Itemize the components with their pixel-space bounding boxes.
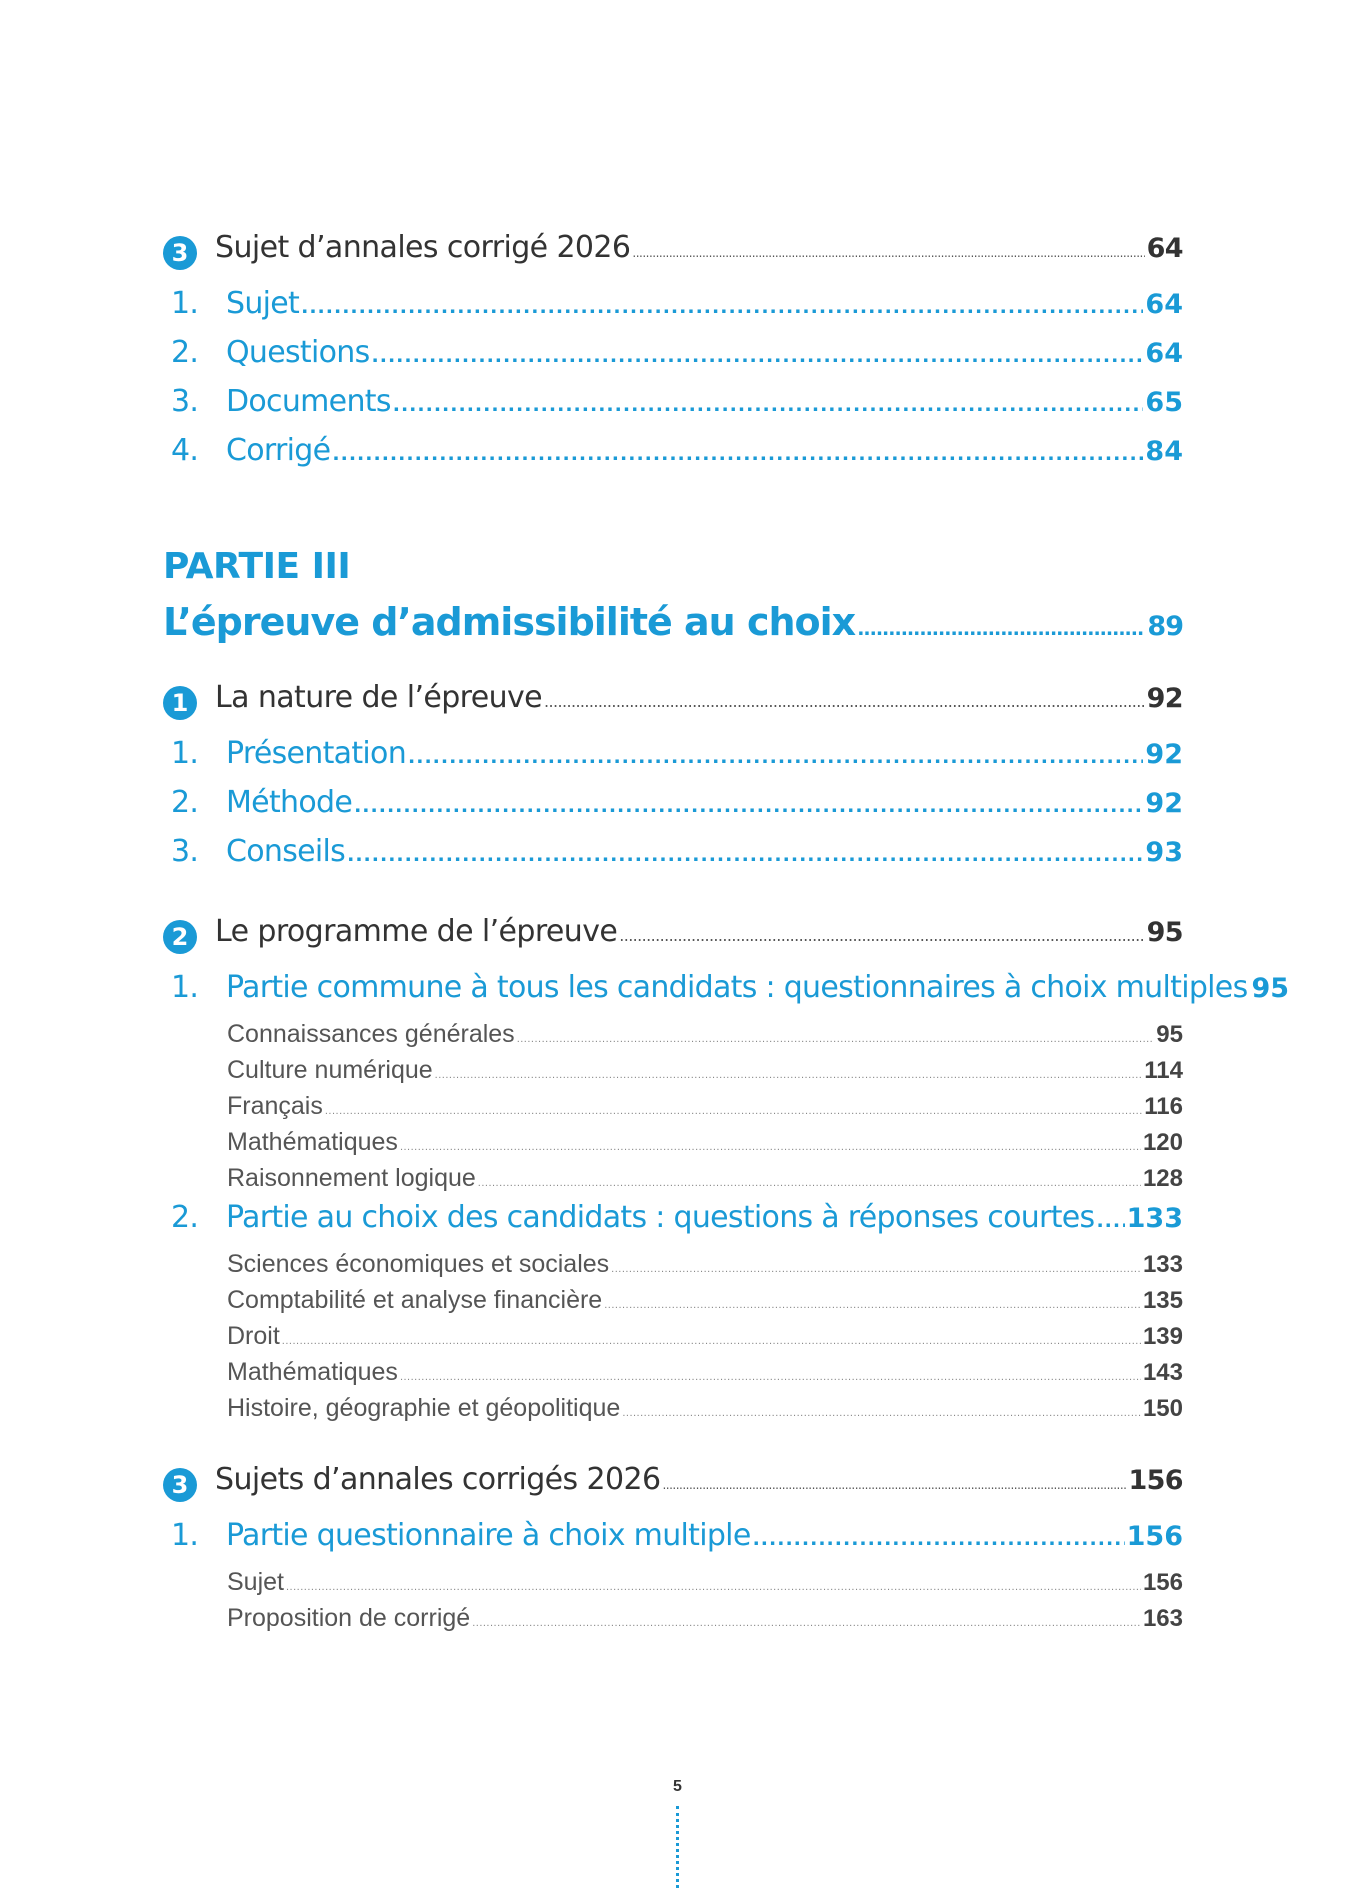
toc-subitem[interactable] bbox=[163, 1056, 1183, 1085]
item-number: 4. bbox=[171, 433, 199, 468]
page-ref: 139 bbox=[1142, 1323, 1183, 1350]
toc-item-conseils[interactable] bbox=[163, 834, 1183, 869]
section-title: La nature de l’épreuve bbox=[215, 680, 543, 715]
subitem-label: Histoire, géographie et géopolitique bbox=[227, 1394, 621, 1422]
page-ref: 156 bbox=[1126, 1521, 1183, 1552]
toc-subitem[interactable] bbox=[163, 1604, 1183, 1633]
page-ref: 95 bbox=[1251, 973, 1290, 1004]
page-ref: 92 bbox=[1146, 683, 1183, 714]
item-label: Partie questionnaire à choix multiple bbox=[226, 1518, 751, 1553]
toc-subitem[interactable] bbox=[163, 1128, 1183, 1157]
dot-leader bbox=[544, 694, 1145, 710]
page-ref: 114 bbox=[1144, 1057, 1183, 1084]
toc-subitem[interactable] bbox=[163, 1394, 1183, 1423]
page-ref: 163 bbox=[1142, 1605, 1183, 1632]
dot-leader bbox=[347, 846, 1143, 865]
dot-leader bbox=[753, 1530, 1125, 1549]
toc-subitem[interactable] bbox=[163, 1568, 1183, 1597]
dot-leader bbox=[408, 748, 1143, 767]
page-ref: 120 bbox=[1142, 1129, 1183, 1156]
item-label: Sujet bbox=[226, 286, 300, 321]
item-label: Corrigé bbox=[226, 433, 331, 468]
toc-item-partie-choix[interactable] bbox=[163, 1200, 1183, 1235]
item-number: 1. bbox=[171, 736, 199, 771]
dot-leader bbox=[354, 797, 1143, 816]
toc-subitem[interactable] bbox=[163, 1164, 1183, 1193]
item-number: 2. bbox=[171, 1200, 199, 1235]
dot-leader bbox=[604, 1300, 1141, 1311]
subitem-label: Comptabilité et analyse financière bbox=[227, 1286, 603, 1314]
page-ref: 93 bbox=[1145, 837, 1183, 868]
dot-leader bbox=[517, 1034, 1155, 1045]
page-ref: 133 bbox=[1142, 1251, 1183, 1278]
page-ref: 143 bbox=[1142, 1359, 1183, 1386]
dot-leader bbox=[857, 620, 1145, 639]
section-title: Le programme de l’épreuve bbox=[215, 914, 618, 949]
section-number-badge: 2 bbox=[163, 920, 197, 954]
dot-leader bbox=[400, 1372, 1141, 1383]
item-label: Partie commune à tous les candidats : questionnaires à choix multiples bbox=[226, 970, 1248, 1005]
page-ref: 64 bbox=[1145, 338, 1183, 369]
dot-leader bbox=[372, 347, 1144, 366]
toc-item-documents[interactable] bbox=[163, 384, 1183, 419]
subitem-label: Sujet bbox=[227, 1568, 284, 1596]
subitem-label: Mathématiques bbox=[227, 1358, 398, 1386]
subitem-label: Culture numérique bbox=[227, 1056, 433, 1084]
toc-item-qcm[interactable] bbox=[163, 1518, 1183, 1553]
item-label: Présentation bbox=[226, 736, 407, 771]
toc-item-presentation[interactable] bbox=[163, 736, 1183, 771]
section-number-badge: 1 bbox=[163, 686, 197, 720]
toc-subitem[interactable] bbox=[163, 1092, 1183, 1121]
toc-section-annales[interactable] bbox=[163, 230, 1183, 270]
page-ref: 92 bbox=[1145, 739, 1183, 770]
item-number: 1. bbox=[171, 970, 199, 1005]
dot-leader bbox=[472, 1618, 1141, 1629]
page-ref: 64 bbox=[1145, 289, 1183, 320]
dot-leader bbox=[435, 1070, 1143, 1081]
dot-leader bbox=[393, 396, 1144, 415]
page-ref: 156 bbox=[1128, 1465, 1183, 1496]
page-ref: 116 bbox=[1144, 1093, 1183, 1120]
dot-leader bbox=[301, 298, 1143, 317]
item-label: Partie au choix des candidats : questions à réponses courtes bbox=[226, 1200, 1095, 1235]
dot-leader bbox=[611, 1264, 1141, 1275]
item-label: Documents bbox=[226, 384, 391, 419]
page-dotted-rule bbox=[676, 1806, 679, 1888]
page-ref: 128 bbox=[1142, 1165, 1183, 1192]
item-number: 3. bbox=[171, 834, 199, 869]
subitem-label: Français bbox=[227, 1092, 323, 1120]
part-title: L’épreuve d’admissibilité au choix bbox=[163, 600, 856, 644]
toc-subitem[interactable] bbox=[163, 1358, 1183, 1387]
dot-leader bbox=[282, 1336, 1141, 1347]
item-number: 3. bbox=[171, 384, 199, 419]
subitem-label: Raisonnement logique bbox=[227, 1164, 476, 1192]
page-ref: 150 bbox=[1142, 1395, 1183, 1422]
toc-subitem[interactable] bbox=[163, 1322, 1183, 1351]
toc-section-nature[interactable] bbox=[163, 680, 1183, 720]
subitem-label: Proposition de corrigé bbox=[227, 1604, 471, 1632]
page-ref: 89 bbox=[1147, 611, 1183, 642]
page-ref: 95 bbox=[1156, 1021, 1183, 1048]
item-label: Questions bbox=[226, 335, 370, 370]
toc-item-corrige[interactable] bbox=[163, 433, 1183, 468]
section-title: Sujets d’annales corrigés 2026 bbox=[215, 1462, 661, 1497]
page-ref: 95 bbox=[1146, 917, 1183, 948]
dot-leader bbox=[325, 1106, 1142, 1117]
page-ref: 84 bbox=[1145, 436, 1183, 467]
toc-subitem[interactable] bbox=[163, 1020, 1183, 1049]
item-label: Conseils bbox=[226, 834, 346, 869]
dot-leader bbox=[1096, 1212, 1124, 1231]
subitem-label: Connaissances générales bbox=[227, 1020, 515, 1048]
toc-subitem[interactable] bbox=[163, 1286, 1183, 1315]
page-ref: 135 bbox=[1142, 1287, 1183, 1314]
page-number: 5 bbox=[673, 1778, 682, 1795]
item-number: 1. bbox=[171, 1518, 199, 1553]
dot-leader bbox=[286, 1582, 1141, 1593]
toc-subitem[interactable] bbox=[163, 1250, 1183, 1279]
item-number: 2. bbox=[171, 785, 199, 820]
dot-leader bbox=[662, 1479, 1126, 1491]
page-ref: 92 bbox=[1145, 788, 1183, 819]
toc-item-methode[interactable] bbox=[163, 785, 1183, 820]
part-label: PARTIE III bbox=[163, 546, 351, 587]
section-title: Sujet d’annales corrigé 2026 bbox=[215, 230, 631, 265]
page-ref: 156 bbox=[1142, 1569, 1183, 1596]
toc-section-programme[interactable] bbox=[163, 914, 1183, 954]
toc-item-sujet[interactable] bbox=[163, 286, 1183, 321]
dot-leader bbox=[400, 1142, 1141, 1153]
subitem-label: Droit bbox=[227, 1322, 280, 1350]
page-ref: 64 bbox=[1146, 233, 1183, 264]
page-ref: 65 bbox=[1145, 387, 1183, 418]
toc-section-annales-corriges[interactable] bbox=[163, 1462, 1183, 1502]
dot-leader bbox=[622, 1408, 1141, 1419]
section-number-badge: 3 bbox=[163, 236, 197, 270]
subitem-label: Sciences économiques et sociales bbox=[227, 1250, 610, 1278]
toc-item-questions[interactable] bbox=[163, 335, 1183, 370]
dot-leader bbox=[619, 928, 1144, 944]
dot-leader bbox=[478, 1178, 1141, 1189]
toc-item-partie-commune[interactable] bbox=[163, 970, 1290, 1005]
dot-leader bbox=[632, 247, 1144, 259]
item-label: Méthode bbox=[226, 785, 353, 820]
toc-part-title[interactable] bbox=[163, 600, 1183, 644]
page-ref: 133 bbox=[1126, 1203, 1183, 1234]
section-number-badge: 3 bbox=[163, 1468, 197, 1502]
item-number: 2. bbox=[171, 335, 199, 370]
item-number: 1. bbox=[171, 286, 199, 321]
subitem-label: Mathématiques bbox=[227, 1128, 398, 1156]
dot-leader bbox=[332, 445, 1143, 464]
